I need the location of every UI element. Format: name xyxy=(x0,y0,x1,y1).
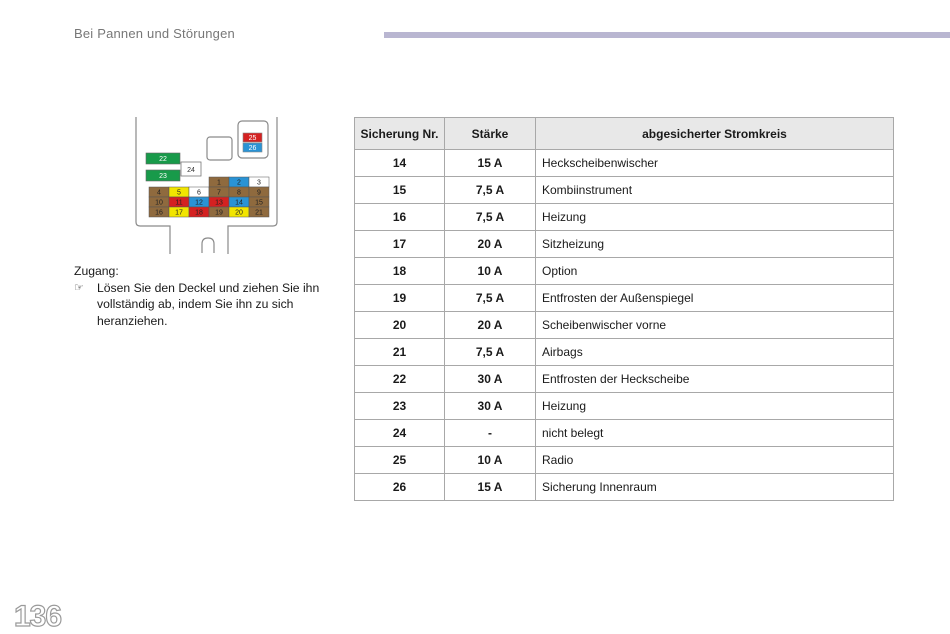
fuse-circuit: Heizung xyxy=(536,204,894,231)
fuse-rating: 10 A xyxy=(445,258,536,285)
fuse-4-label: 4 xyxy=(157,189,161,197)
fuse-rating: - xyxy=(445,420,536,447)
fuse-rating: 7,5 A xyxy=(445,204,536,231)
fuse-15-label: 15 xyxy=(255,199,263,207)
fuse-number: 22 xyxy=(355,366,445,393)
fuse-circuit: Entfrosten der Heckscheibe xyxy=(536,366,894,393)
fuse-circuit: Scheibenwischer vorne xyxy=(536,312,894,339)
access-step xyxy=(74,280,324,330)
fuse-rating: 15 A xyxy=(445,474,536,501)
fuse-18-label: 18 xyxy=(195,209,203,217)
header-fuse-number: Sicherung Nr. xyxy=(355,118,445,150)
fuse-1-label: 1 xyxy=(217,179,221,187)
fuse-26-label: 26 xyxy=(248,145,257,152)
fuse-6-label: 6 xyxy=(197,189,201,197)
fuse-number: 15 xyxy=(355,177,445,204)
fuse-box-clip xyxy=(202,238,214,253)
fuse-17-label: 17 xyxy=(175,209,183,217)
fuse-7-label: 7 xyxy=(217,189,221,197)
section-title: Bei Pannen und Störungen xyxy=(74,26,235,41)
access-label: Zugang: xyxy=(74,264,119,278)
fuse-circuit: Sitzheizung xyxy=(536,231,894,258)
header-circuit: abgesicherter Stromkreis xyxy=(536,118,894,150)
fuse-table xyxy=(354,117,894,501)
fuse-circuit: Kombiinstrument xyxy=(536,177,894,204)
fuse-22-label: 22 xyxy=(159,156,167,163)
table-row xyxy=(355,339,894,366)
table-row xyxy=(355,204,894,231)
fuse-number: 19 xyxy=(355,285,445,312)
table-row xyxy=(355,150,894,177)
fuse-10-label: 10 xyxy=(155,199,163,207)
fuse-20-label: 20 xyxy=(235,209,243,217)
table-row xyxy=(355,447,894,474)
fuse-3-label: 3 xyxy=(257,179,261,187)
fuse-rating: 7,5 A xyxy=(445,285,536,312)
header-divider-bar xyxy=(384,32,950,38)
fuse-rating: 30 A xyxy=(445,366,536,393)
access-instructions xyxy=(74,263,324,329)
table-row xyxy=(355,231,894,258)
fuse-rating: 10 A xyxy=(445,447,536,474)
fuse-rating: 30 A xyxy=(445,393,536,420)
fuse-box-outline xyxy=(136,117,170,254)
fuse-number: 25 xyxy=(355,447,445,474)
page-number: 136 xyxy=(14,600,62,633)
fuse-5-label: 5 xyxy=(177,189,181,197)
fuse-16-label: 16 xyxy=(155,209,163,217)
fuse-box-cover-slot xyxy=(207,137,232,160)
fuse-rating: 20 A xyxy=(445,312,536,339)
fuse-circuit: Option xyxy=(536,258,894,285)
fuse-circuit: Entfrosten der Außenspiegel xyxy=(536,285,894,312)
fuse-12-label: 12 xyxy=(195,199,203,207)
table-row xyxy=(355,177,894,204)
fuse-8-label: 8 xyxy=(237,189,241,197)
fuse-number: 24 xyxy=(355,420,445,447)
fuse-14-label: 14 xyxy=(235,199,243,207)
table-row xyxy=(355,285,894,312)
fuse-2-label: 2 xyxy=(237,179,241,187)
table-row xyxy=(355,420,894,447)
fuse-circuit: nicht belegt xyxy=(536,420,894,447)
fuse-number: 20 xyxy=(355,312,445,339)
fuse-number: 16 xyxy=(355,204,445,231)
table-row xyxy=(355,366,894,393)
fuse-rating: 15 A xyxy=(445,150,536,177)
fuse-circuit: Sicherung Innenraum xyxy=(536,474,894,501)
fuse-rating: 7,5 A xyxy=(445,177,536,204)
fuse-19-label: 19 xyxy=(215,209,223,217)
table-row xyxy=(355,312,894,339)
table-row xyxy=(355,258,894,285)
fuse-number: 26 xyxy=(355,474,445,501)
fuse-13-label: 13 xyxy=(215,199,223,207)
fuse-25-label: 25 xyxy=(248,135,257,142)
table-header-row xyxy=(355,118,894,150)
fuse-number: 14 xyxy=(355,150,445,177)
fuse-number: 17 xyxy=(355,231,445,258)
fuse-circuit: Radio xyxy=(536,447,894,474)
header-rating: Stärke xyxy=(445,118,536,150)
fuse-number: 23 xyxy=(355,393,445,420)
fuse-circuit: Heckscheibenwischer xyxy=(536,150,894,177)
fuse-rating: 20 A xyxy=(445,231,536,258)
fuse-box-diagram xyxy=(134,117,280,255)
fuse-circuit: Airbags xyxy=(536,339,894,366)
fuse-number: 18 xyxy=(355,258,445,285)
access-step-text: Lösen Sie den Deckel und ziehen Sie ihn vollständig ab, indem Sie ihn zu sich heranziehen. xyxy=(97,280,320,328)
fuse-number: 21 xyxy=(355,339,445,366)
fuse-rating: 7,5 A xyxy=(445,339,536,366)
table-row xyxy=(355,393,894,420)
fuse-24-label: 24 xyxy=(187,167,195,174)
fuse-21-label: 21 xyxy=(255,209,263,217)
table-row xyxy=(355,474,894,501)
fuse-11-label: 11 xyxy=(175,199,183,207)
fuse-circuit: Heizung xyxy=(536,393,894,420)
fuse-9-label: 9 xyxy=(257,189,261,197)
pointing-hand-icon: ☞ xyxy=(74,281,84,294)
fuse-23-label: 23 xyxy=(159,173,167,180)
